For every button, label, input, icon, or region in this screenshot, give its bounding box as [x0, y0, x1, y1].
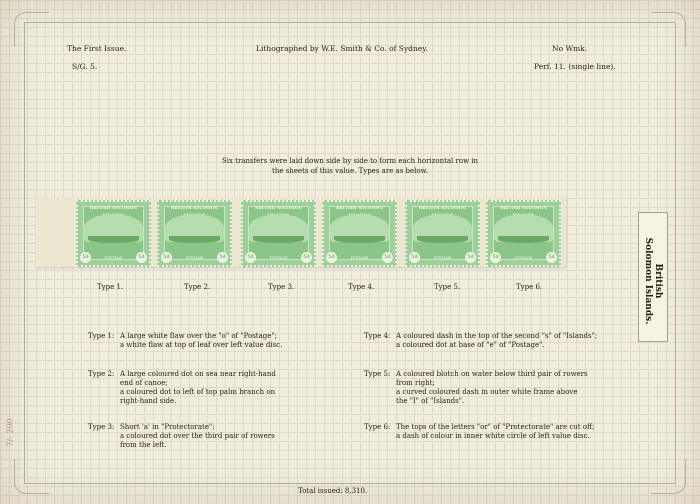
- type1-line: a white flaw at top of leaf over left value disc.: [120, 341, 283, 349]
- type4-line: a coloured dot at base of "e" of "Postage".: [396, 341, 545, 349]
- type4-line: A coloured dash in the top of the second "s" of "Islands";: [396, 332, 598, 340]
- side-label-line-1: British: [653, 263, 663, 299]
- stamp-banner: BRITISH SOLOMON: [418, 205, 467, 210]
- corner-ornament: [14, 12, 49, 47]
- issue-title: The First Issue.: [67, 44, 127, 53]
- stamp-banner: BRITISH SOLOMON: [89, 205, 138, 210]
- corner-ornament: [651, 459, 686, 494]
- type-label-1: Type 1.: [97, 283, 124, 291]
- value-disc: 5d: [546, 252, 557, 263]
- postage-label: POSTAGE: [185, 256, 204, 260]
- type4-head: Type 4:: [364, 332, 391, 340]
- stamp-banner: BRITISH SOLOMON: [335, 205, 384, 210]
- postage-label: POSTAGE: [269, 256, 288, 260]
- canoe-icon: [88, 236, 139, 243]
- type-label-2: Type 2.: [184, 283, 211, 291]
- canoe-icon: [417, 236, 468, 243]
- postage-label: POSTAGE: [433, 256, 452, 260]
- value-disc: 5d: [490, 252, 501, 263]
- total-issued: Total issued: 8,310.: [298, 487, 368, 495]
- type5-head: Type 5:: [364, 370, 391, 378]
- side-label-line-2: Solomon Islands.: [643, 237, 653, 325]
- stamp-type-5[interactable]: [405, 200, 480, 267]
- watermark-note: No Wmk.: [552, 44, 588, 53]
- type5-line: the "I" of "Islands".: [396, 397, 465, 405]
- canoe-icon: [253, 236, 304, 243]
- catalogue-number: S/G. 5.: [72, 62, 98, 71]
- stamp-banner: BRITISH SOLOMON: [254, 205, 303, 210]
- stamp-banner: BRITISH SOLOMON: [170, 205, 219, 210]
- type5-line: a curved coloured dash in outer white frame above: [396, 388, 578, 396]
- perforation-note: Perf. 11. (single line).: [534, 62, 616, 71]
- intro-line-2: the sheets of this value. Types are as below.: [272, 167, 428, 175]
- canoe-icon: [169, 236, 220, 243]
- type2-line: A large coloured dot on sea near right-hand: [120, 370, 276, 378]
- type3-line: from the left.: [120, 441, 167, 449]
- value-disc: 5d: [136, 252, 147, 263]
- corner-ornament: [651, 12, 686, 47]
- value-disc: 5d: [382, 252, 393, 263]
- intro-line-1: Six transfers were laid down side by side to form each horizontal row in: [221, 157, 479, 165]
- type2-head: Type 2:: [88, 370, 115, 378]
- printer-note: Lithographed by W.E. Smith & Co. of Sydney.: [256, 44, 428, 53]
- stamp-type-2[interactable]: [157, 200, 232, 267]
- canoe-icon: [498, 236, 549, 243]
- type2-line: end of canoe;: [120, 379, 168, 387]
- type3-line: Short 'a' in "Protectorate";: [120, 423, 215, 431]
- type1-line: A large white flaw over the "o" of "Postage";: [120, 332, 277, 340]
- type5-line: from right;: [396, 379, 435, 387]
- stamp-type-6[interactable]: [486, 200, 561, 267]
- type2-line: a coloured dot to left of top palm branch on: [120, 388, 276, 396]
- value-disc: 5d: [80, 252, 91, 263]
- type2-line: right-hand side.: [120, 397, 177, 405]
- value-disc: 5d: [161, 252, 172, 263]
- value-disc: 5d: [301, 252, 312, 263]
- type6-line: The tops of the letters "or" of "Protectorate" are cut off;: [396, 423, 595, 431]
- value-disc: 5d: [326, 252, 337, 263]
- value-disc: 5d: [217, 252, 228, 263]
- pencil-annotation: [4, 400, 16, 470]
- type3-head: Type 3:: [88, 423, 115, 431]
- value-disc: 5d: [465, 252, 476, 263]
- type3-line: a coloured dot over the third pair of rowers: [120, 432, 275, 440]
- type6-head: Type 6:: [364, 423, 391, 431]
- type1-head: Type 1:: [88, 332, 115, 340]
- type6-line: a dash of colour in inner white circle of left value disc.: [396, 432, 590, 440]
- type-label-4: Type 4.: [348, 283, 375, 291]
- stamp-type-3[interactable]: [241, 200, 316, 267]
- corner-ornament: [14, 459, 49, 494]
- country-side-label: [638, 212, 668, 342]
- postage-label: POSTAGE: [514, 256, 533, 260]
- pencil-note: 7/- 200: [5, 418, 15, 447]
- postage-label: POSTAGE: [104, 256, 123, 260]
- value-disc: 5d: [245, 252, 256, 263]
- stamp-type-1[interactable]: [76, 200, 151, 267]
- stamp-type-4[interactable]: [322, 200, 397, 267]
- type-label-6: Type 6.: [516, 283, 543, 291]
- type-label-5: Type 5.: [434, 283, 461, 291]
- canoe-icon: [334, 236, 385, 243]
- postage-label: POSTAGE: [350, 256, 369, 260]
- type5-line: A coloured blotch on water below third pair of rowers: [396, 370, 588, 378]
- value-disc: 5d: [409, 252, 420, 263]
- type-label-3: Type 3.: [268, 283, 295, 291]
- stamp-banner: BRITISH SOLOMON: [499, 205, 548, 210]
